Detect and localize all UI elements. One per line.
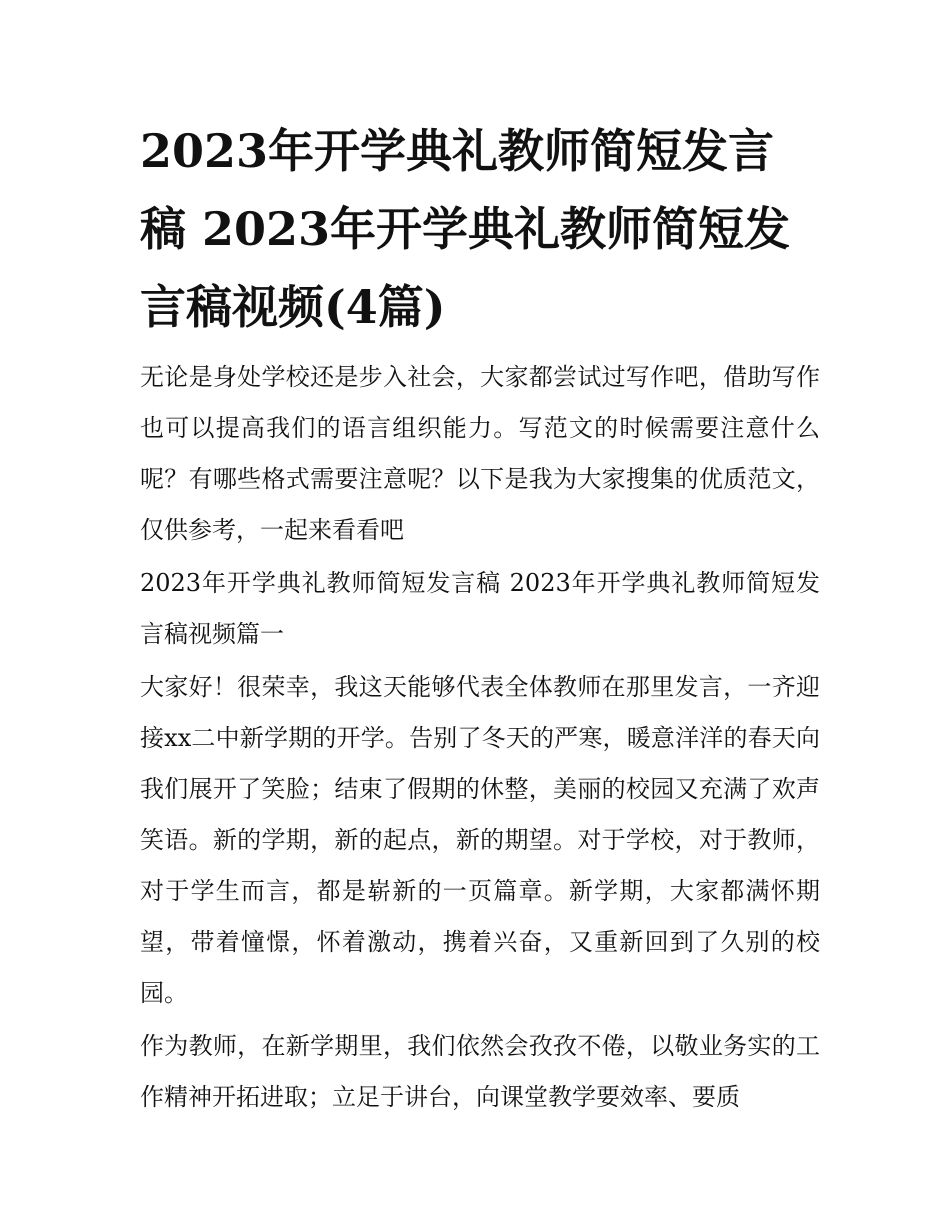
section-heading: 2023年开学典礼教师简短发言稿 2023年开学典礼教师简短发言稿视频篇一: [140, 569, 820, 648]
document-page: [140, 112, 820, 1125]
document-title: 2023年开学典礼教师简短发言稿 2023年开学典礼教师简短发言稿视频(4篇): [140, 124, 791, 334]
body-paragraph: 大家好！很荣幸，我这天能够代表全体教师在那里发言，一齐迎接xx二中新学期的开学。告别了冬天的严寒，暖意洋洋的春天向我们展开了笑脸；结束了假期的休整，美丽的校园又充满了欢声笑语。新的学期，新的起点，新的期望。对于学校，对于教师，对于学生而言，都是崭新的一页篇章。新学期，大家都满怀期望，带着憧憬，怀着激动，携着兴奋，又重新回到了久别的校园。: [140, 673, 820, 1007]
body-paragraph: 作为教师，在新学期里，我们依然会孜孜不倦，以敬业务实的工作精神开拓进取；立足于讲台，向课堂教学要效率、要质: [140, 1032, 820, 1111]
intro-paragraph: 无论是身处学校还是步入社会，大家都尝试过写作吧，借助写作也可以提高我们的语言组织能力。写范文的时候需要注意什么呢？有哪些格式需要注意呢？以下是我为大家搜集的优质范文，仅供参考，一起来看看吧: [140, 363, 820, 544]
